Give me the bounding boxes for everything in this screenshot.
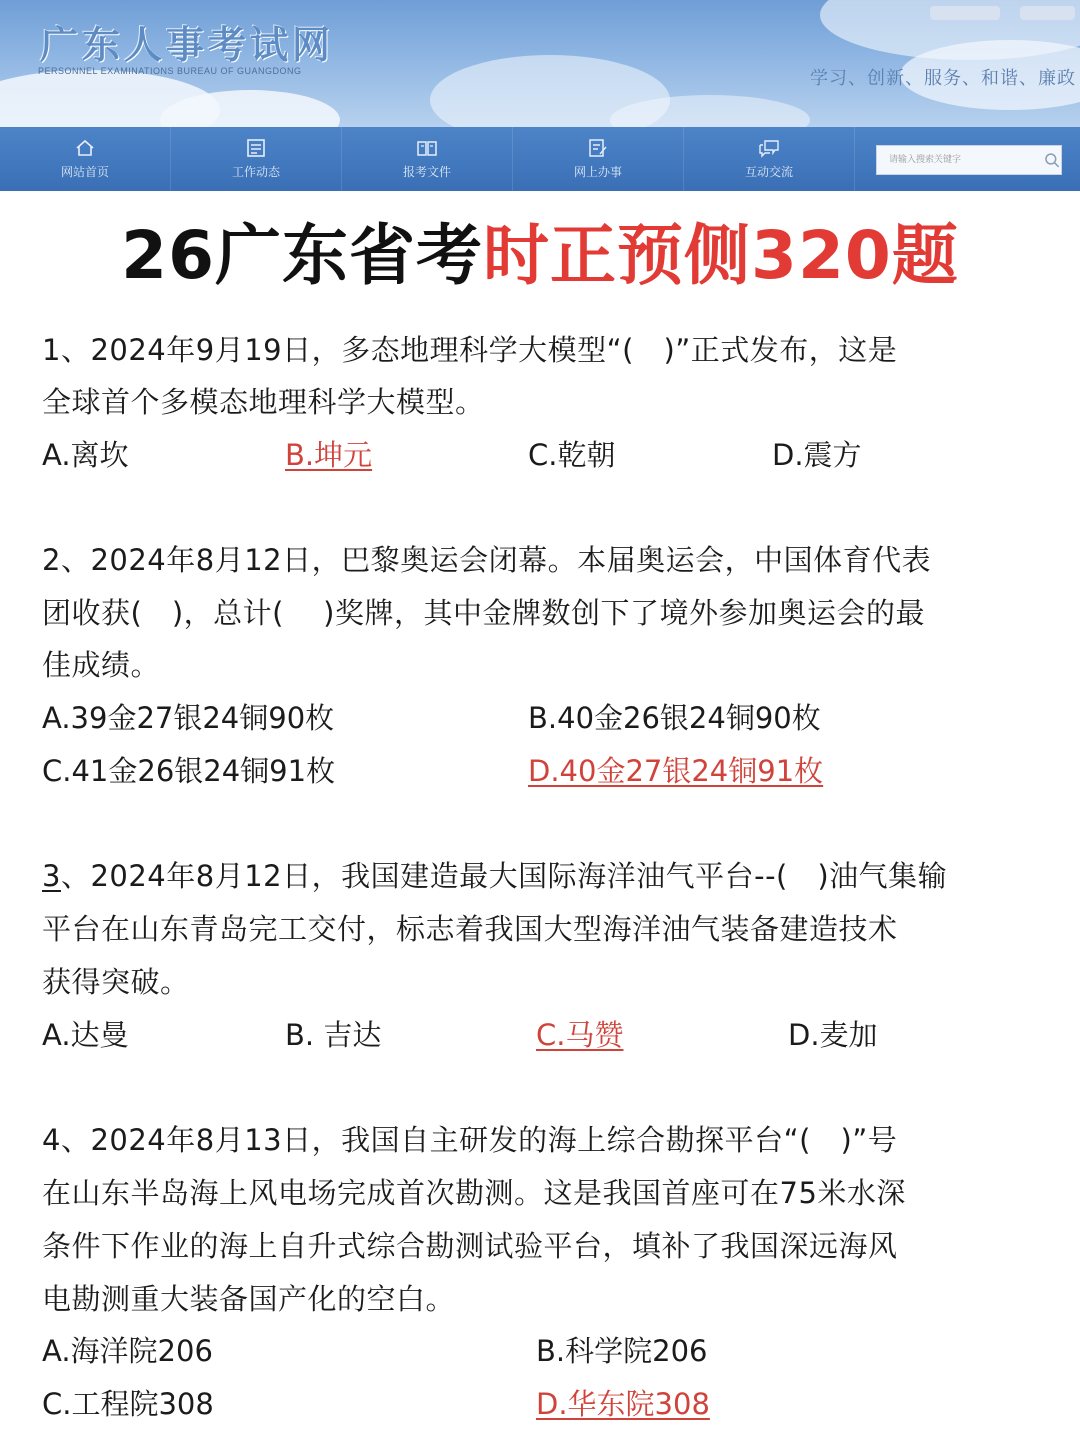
question-text: 条件下作业的海上自升式综合勘测试验平台，填补了我国深远海风 — [42, 1229, 898, 1263]
news-icon — [245, 138, 267, 158]
option-d: D.震方 — [772, 438, 862, 472]
question-text: 在山东半岛海上风电场完成首次勘测。这是我国首座可在75米水深 — [42, 1176, 906, 1210]
question-text: 团收获( )，总计( )奖牌，其中金牌数创下了境外参加奥运会的最 — [42, 596, 925, 630]
search-box — [876, 145, 1062, 175]
search-input[interactable] — [877, 154, 1037, 166]
nav-item-home[interactable] — [0, 127, 171, 191]
option-b: B.40金26银24铜90枚 — [528, 701, 821, 735]
question-text: 平台在山东青岛完工交付，标志着我国大型海洋油气装备建造技术 — [42, 912, 898, 946]
question-text: 4、2024年8月13日，我国自主研发的海上综合勘探平台“( )”号 — [42, 1123, 898, 1157]
option-b: B.科学院206 — [536, 1334, 708, 1368]
site-logo-subtitle: PERSONNEL EXAMINATIONS BUREAU OF GUANGDONG — [38, 66, 302, 76]
question-text: 电勘测重大装备国产化的空白。 — [42, 1282, 456, 1316]
nav-item-news[interactable] — [171, 127, 342, 191]
option-c: C.乾朝 — [528, 438, 616, 472]
nav-item-label: 工作动态 — [231, 165, 280, 179]
site-banner — [0, 0, 1080, 127]
option-c: C.41金26银24铜91枚 — [42, 754, 336, 788]
option-b-correct: B.坤元 — [285, 438, 373, 472]
option-c: C.工程院308 — [42, 1387, 214, 1421]
question-text: 获得突破。 — [42, 965, 190, 999]
option-a: A.海洋院206 — [42, 1334, 213, 1368]
question-text: 2、2024年8月12日，巴黎奥运会闭幕。本届奥运会，中国体育代表 — [42, 543, 932, 577]
question-number: 3 — [42, 859, 61, 893]
question-text: 佳成绩。 — [42, 648, 161, 682]
option-c-correct: C.马赞 — [536, 1018, 624, 1052]
page-title — [0, 210, 1080, 302]
nav-item-label: 网站首页 — [60, 165, 109, 179]
nav-item-online-services[interactable] — [513, 127, 684, 191]
title-red-part: 时正预侧320题 — [483, 217, 959, 294]
option-d-correct: D.华东院308 — [536, 1387, 710, 1421]
document-icon — [416, 138, 438, 158]
nav-item-label: 报考文件 — [402, 165, 451, 179]
nav-item-documents[interactable] — [342, 127, 513, 191]
edit-icon — [587, 138, 609, 158]
option-d: D.麦加 — [788, 1018, 878, 1052]
blurred-region — [1020, 6, 1075, 20]
nav-item-label: 互动交流 — [744, 165, 793, 179]
question-text-part: 、2024年8月12日，我国建造最大国际海洋油气平台--( )油气集输 — [60, 859, 948, 893]
question-text: 全球首个多模态地理科学大模型。 — [42, 385, 485, 419]
option-a: A.离坎 — [42, 438, 129, 472]
option-b: B. 吉达 — [285, 1018, 382, 1052]
site-logo-title[interactable]: 广东人事考试网 — [40, 22, 335, 67]
nav-item-interaction[interactable] — [684, 127, 855, 191]
search-icon[interactable] — [1043, 151, 1061, 169]
home-icon — [74, 138, 96, 158]
option-d-correct: D.40金27银24铜91枚 — [528, 754, 824, 788]
question-text: 1、2024年9月19日，多态地理科学大模型“( )”正式发布，这是 — [42, 333, 898, 367]
question-text — [42, 856, 947, 896]
main-nav — [0, 127, 1080, 191]
option-a: A.39金27银24铜90枚 — [42, 701, 335, 735]
blurred-region — [930, 6, 1000, 20]
nav-item-label: 网上办事 — [573, 165, 622, 179]
title-black-part: 26广东省考 — [121, 217, 484, 294]
chat-icon — [758, 138, 780, 158]
site-slogan: 学习、创新、服务、和谐、廉政 — [810, 68, 1076, 89]
option-a: A.达曼 — [42, 1018, 129, 1052]
